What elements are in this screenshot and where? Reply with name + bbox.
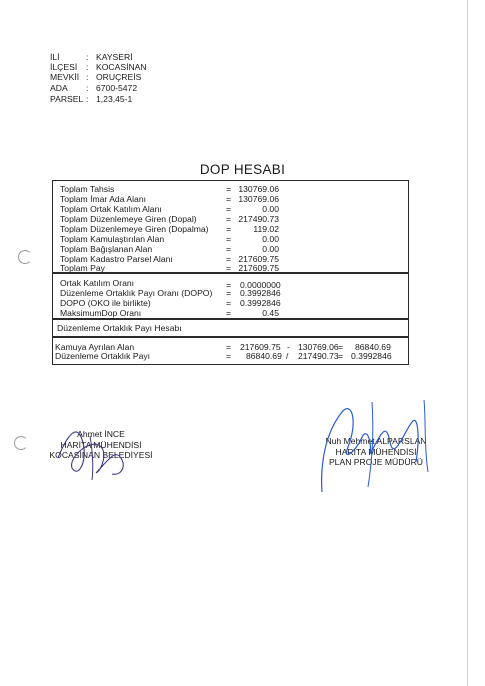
totals-row <box>60 215 197 224</box>
row-value: 217609.75 <box>238 263 279 273</box>
totals-row <box>60 235 164 244</box>
totals-row <box>60 205 162 214</box>
header-colon: : <box>86 94 89 104</box>
header-value: 6700-5472 <box>96 83 138 93</box>
row-value: 0.00 <box>262 234 279 244</box>
row-value: 0.3992846 <box>240 298 281 308</box>
equals-sign: = <box>226 254 232 264</box>
row-value: 0.45 <box>262 308 279 318</box>
totals-row <box>60 185 114 194</box>
calc-operand-a: 217609.75 <box>240 342 281 352</box>
row-label: MaksimumDop Oranı <box>60 308 142 318</box>
page-edge-shadow <box>467 0 468 686</box>
equals-sign: = <box>226 244 232 254</box>
header-label: PARSEL <box>50 94 84 104</box>
row-value: 217609.75 <box>238 254 279 264</box>
row-label: Toplam Kadastro Parsel Alanı <box>60 254 173 264</box>
equals-sign: = <box>226 298 232 308</box>
calc-operator: - <box>287 342 290 352</box>
totals-row <box>60 225 209 234</box>
header-colon: : <box>86 62 89 72</box>
row-value: 0.00 <box>262 204 279 214</box>
header-label: ADA <box>50 83 68 93</box>
signer-title: HARİTA MÜHENDİSİ <box>60 439 142 450</box>
equals-sign: = <box>226 214 232 224</box>
calc-operand-b: 217490.73 <box>298 351 339 361</box>
row-label: Toplam Düzenlemeye Giren (Dopalma) <box>60 224 209 234</box>
left-handwritten-signature <box>50 418 140 488</box>
header-colon: : <box>86 52 89 62</box>
header-colon: : <box>86 72 89 82</box>
equals-sign: = <box>226 263 232 273</box>
calc-row-label: Düzenleme Ortaklık Payı <box>55 351 151 361</box>
header-value: KOCASİNAN <box>96 62 147 72</box>
header-row-mevkii <box>0 73 200 83</box>
row-label: Toplam Kamulaştırılan Alan <box>60 234 165 244</box>
row-label: Ortak Katılım Oranı <box>60 278 135 288</box>
right-handwritten-signature <box>312 392 442 502</box>
punch-hole-mark <box>14 436 28 450</box>
row-label: DOPO (OKO ile birlikte) <box>60 298 151 308</box>
ratio-row <box>60 289 212 298</box>
row-label: Toplam İmar Ada Alanı <box>60 194 146 204</box>
signer-name: Nuh Mehmet ALPARSLAN <box>325 436 427 446</box>
ratio-row <box>60 299 151 308</box>
equals-sign: = <box>226 342 232 352</box>
row-label: Düzenleme Ortaklık Payı Oranı (DOPO) <box>60 288 213 298</box>
equals-sign: = <box>226 308 232 318</box>
header-label: İLÇESİ <box>50 62 78 72</box>
signer-title: HARİTA MÜHENDİSİ <box>335 446 417 457</box>
row-value: 0.00 <box>262 244 279 254</box>
calc-operand-a: 86840.69 <box>246 351 282 361</box>
row-value: 217490.73 <box>238 214 279 224</box>
row-value: 130769.06 <box>238 194 279 204</box>
ratio-row <box>60 279 134 288</box>
calc-row-label: Kamuya Ayrılan Alan <box>55 342 135 352</box>
document-title: DOP HESABI <box>199 162 286 177</box>
calc-result: 0.3992846 <box>351 351 392 361</box>
row-value: 130769.06 <box>238 184 279 194</box>
calc-result: 86840.69 <box>355 342 391 352</box>
totals-row <box>60 195 146 204</box>
header-value: KAYSERİ <box>96 52 133 62</box>
header-colon: : <box>86 83 89 93</box>
equals-sign: = <box>226 224 232 234</box>
equals-sign: = <box>226 288 232 298</box>
equals-sign: = <box>226 351 232 361</box>
row-label: Toplam Pay <box>60 263 105 273</box>
header-label: İLİ <box>50 52 60 62</box>
equals-sign: = <box>338 342 344 352</box>
row-label: Toplam Bağışlanan Alan <box>60 244 153 254</box>
equals-sign: = <box>226 280 232 290</box>
equals-sign: = <box>226 234 232 244</box>
header-row-parsel <box>0 95 200 105</box>
equals-sign: = <box>226 204 232 214</box>
equals-sign: = <box>338 351 344 361</box>
row-value: 0.3992846 <box>240 288 281 298</box>
row-value: 119.02 <box>253 224 279 234</box>
calc-heading: Düzenleme Ortaklık Payı Hesabı <box>57 323 182 333</box>
equals-sign: = <box>226 184 232 194</box>
header-value: ORUÇREİS <box>96 72 142 82</box>
row-label: Toplam Ortak Katılım Alanı <box>60 204 162 214</box>
row-label: Toplam Düzenlemeye Giren (Dopal) <box>60 214 197 224</box>
header-label: MEVKİİ <box>50 72 80 82</box>
row-label: Toplam Tahsis <box>60 184 115 194</box>
signer-name: Ahmet İNCE <box>77 429 125 439</box>
header-value: 1,23,45-1 <box>96 94 133 104</box>
signer-org: PLAN PROJE MÜDÜRÜ <box>328 457 424 468</box>
signer-org: KOCASİNAN BELEDİYESİ <box>49 450 153 461</box>
totals-row <box>60 245 152 254</box>
ratio-row <box>60 309 141 318</box>
punch-hole-mark <box>18 250 32 264</box>
calc-operator: / <box>286 351 289 361</box>
header-row-ada <box>0 84 200 94</box>
equals-sign: = <box>226 194 232 204</box>
calc-operand-b: 130769.06 <box>298 342 339 352</box>
row-value: 0.0000000 <box>240 280 281 290</box>
